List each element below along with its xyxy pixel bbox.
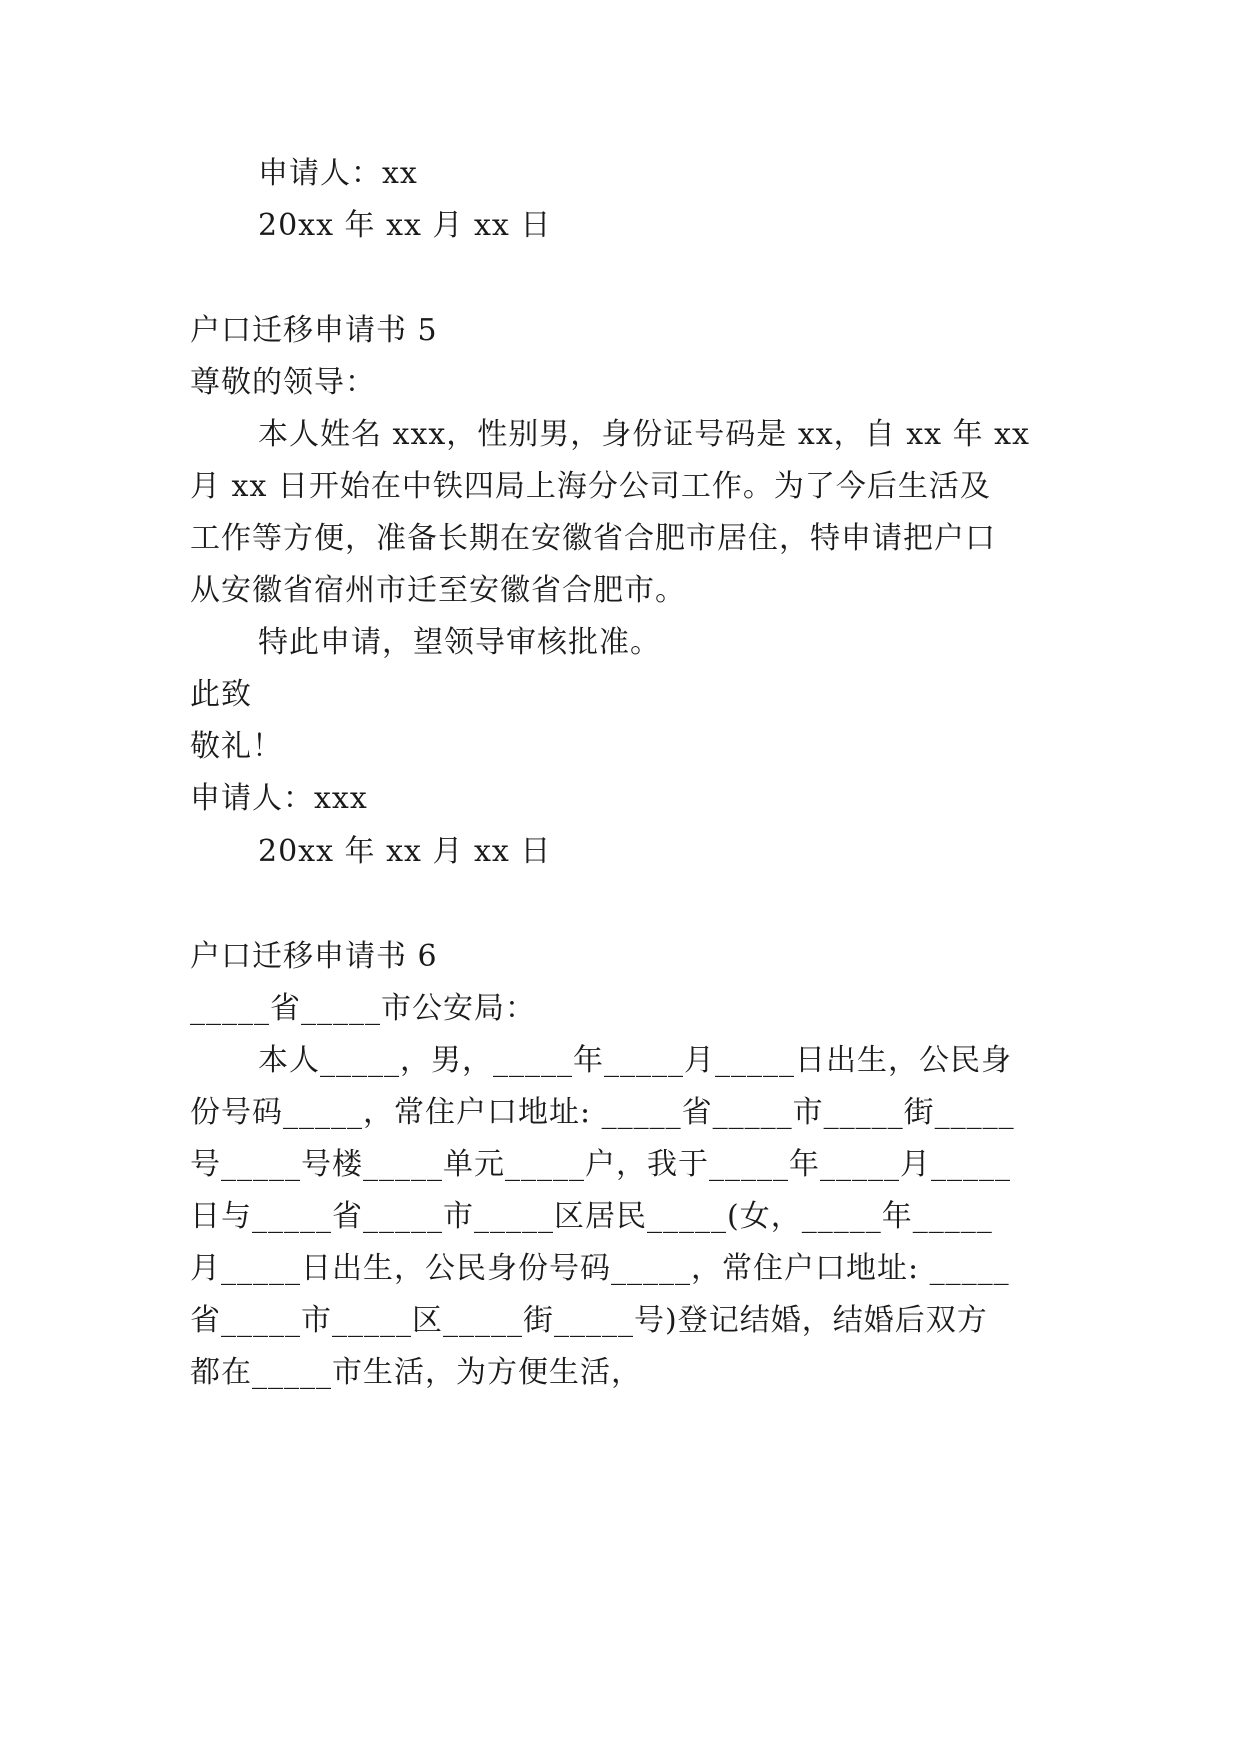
applicant-line: 申请人：xxx — [190, 781, 368, 816]
body-line: 都在_____市生活，为方便生活， — [190, 1355, 642, 1390]
date-line: 20xx 年 xx 月 xx 日 — [258, 834, 552, 869]
section-title: 户口迁移申请书 5 — [190, 313, 438, 348]
body-line: 从安徽省宿州市迁至安徽省合肥市。 — [190, 573, 686, 608]
section-title: 户口迁移申请书 6 — [190, 939, 438, 974]
body-line: 省_____市_____区_____街_____号)登记结婚，结婚后双方 — [190, 1303, 988, 1338]
body-line: 本人_____，男，_____年_____月_____日出生，公民身 — [258, 1043, 1012, 1078]
body-line: 本人姓名 xxx，性别男，身份证号码是 xx，自 xx 年 xx — [258, 417, 1030, 452]
applicant-line: 申请人：xx — [258, 156, 418, 191]
body-line: 工作等方便，准备长期在安徽省合肥市居住，特申请把户口 — [190, 521, 996, 556]
request-line: 特此申请，望领导审核批准。 — [258, 625, 661, 660]
body-line: 月_____日出生，公民身份号码_____，常住户口地址: _____ — [190, 1251, 1010, 1286]
body-line: 份号码_____，常住户口地址: _____省_____市_____街_____ — [190, 1095, 1015, 1130]
salutation: 尊敬的领导： — [190, 365, 376, 400]
body-line: 号_____号楼_____单元_____户，我于_____年_____月_____ — [190, 1147, 1011, 1182]
closing-line: 敬礼！ — [190, 729, 283, 764]
body-line: 月 xx 日开始在中铁四局上海分公司工作。为了今后生活及 — [190, 469, 991, 504]
body-line: 日与_____省_____市_____区居民_____(女，_____年_____ — [190, 1199, 993, 1234]
closing-line: 此致 — [190, 677, 252, 712]
date-line: 20xx 年 xx 月 xx 日 — [258, 208, 552, 243]
addressee-line: _____省_____市公安局： — [190, 991, 536, 1026]
